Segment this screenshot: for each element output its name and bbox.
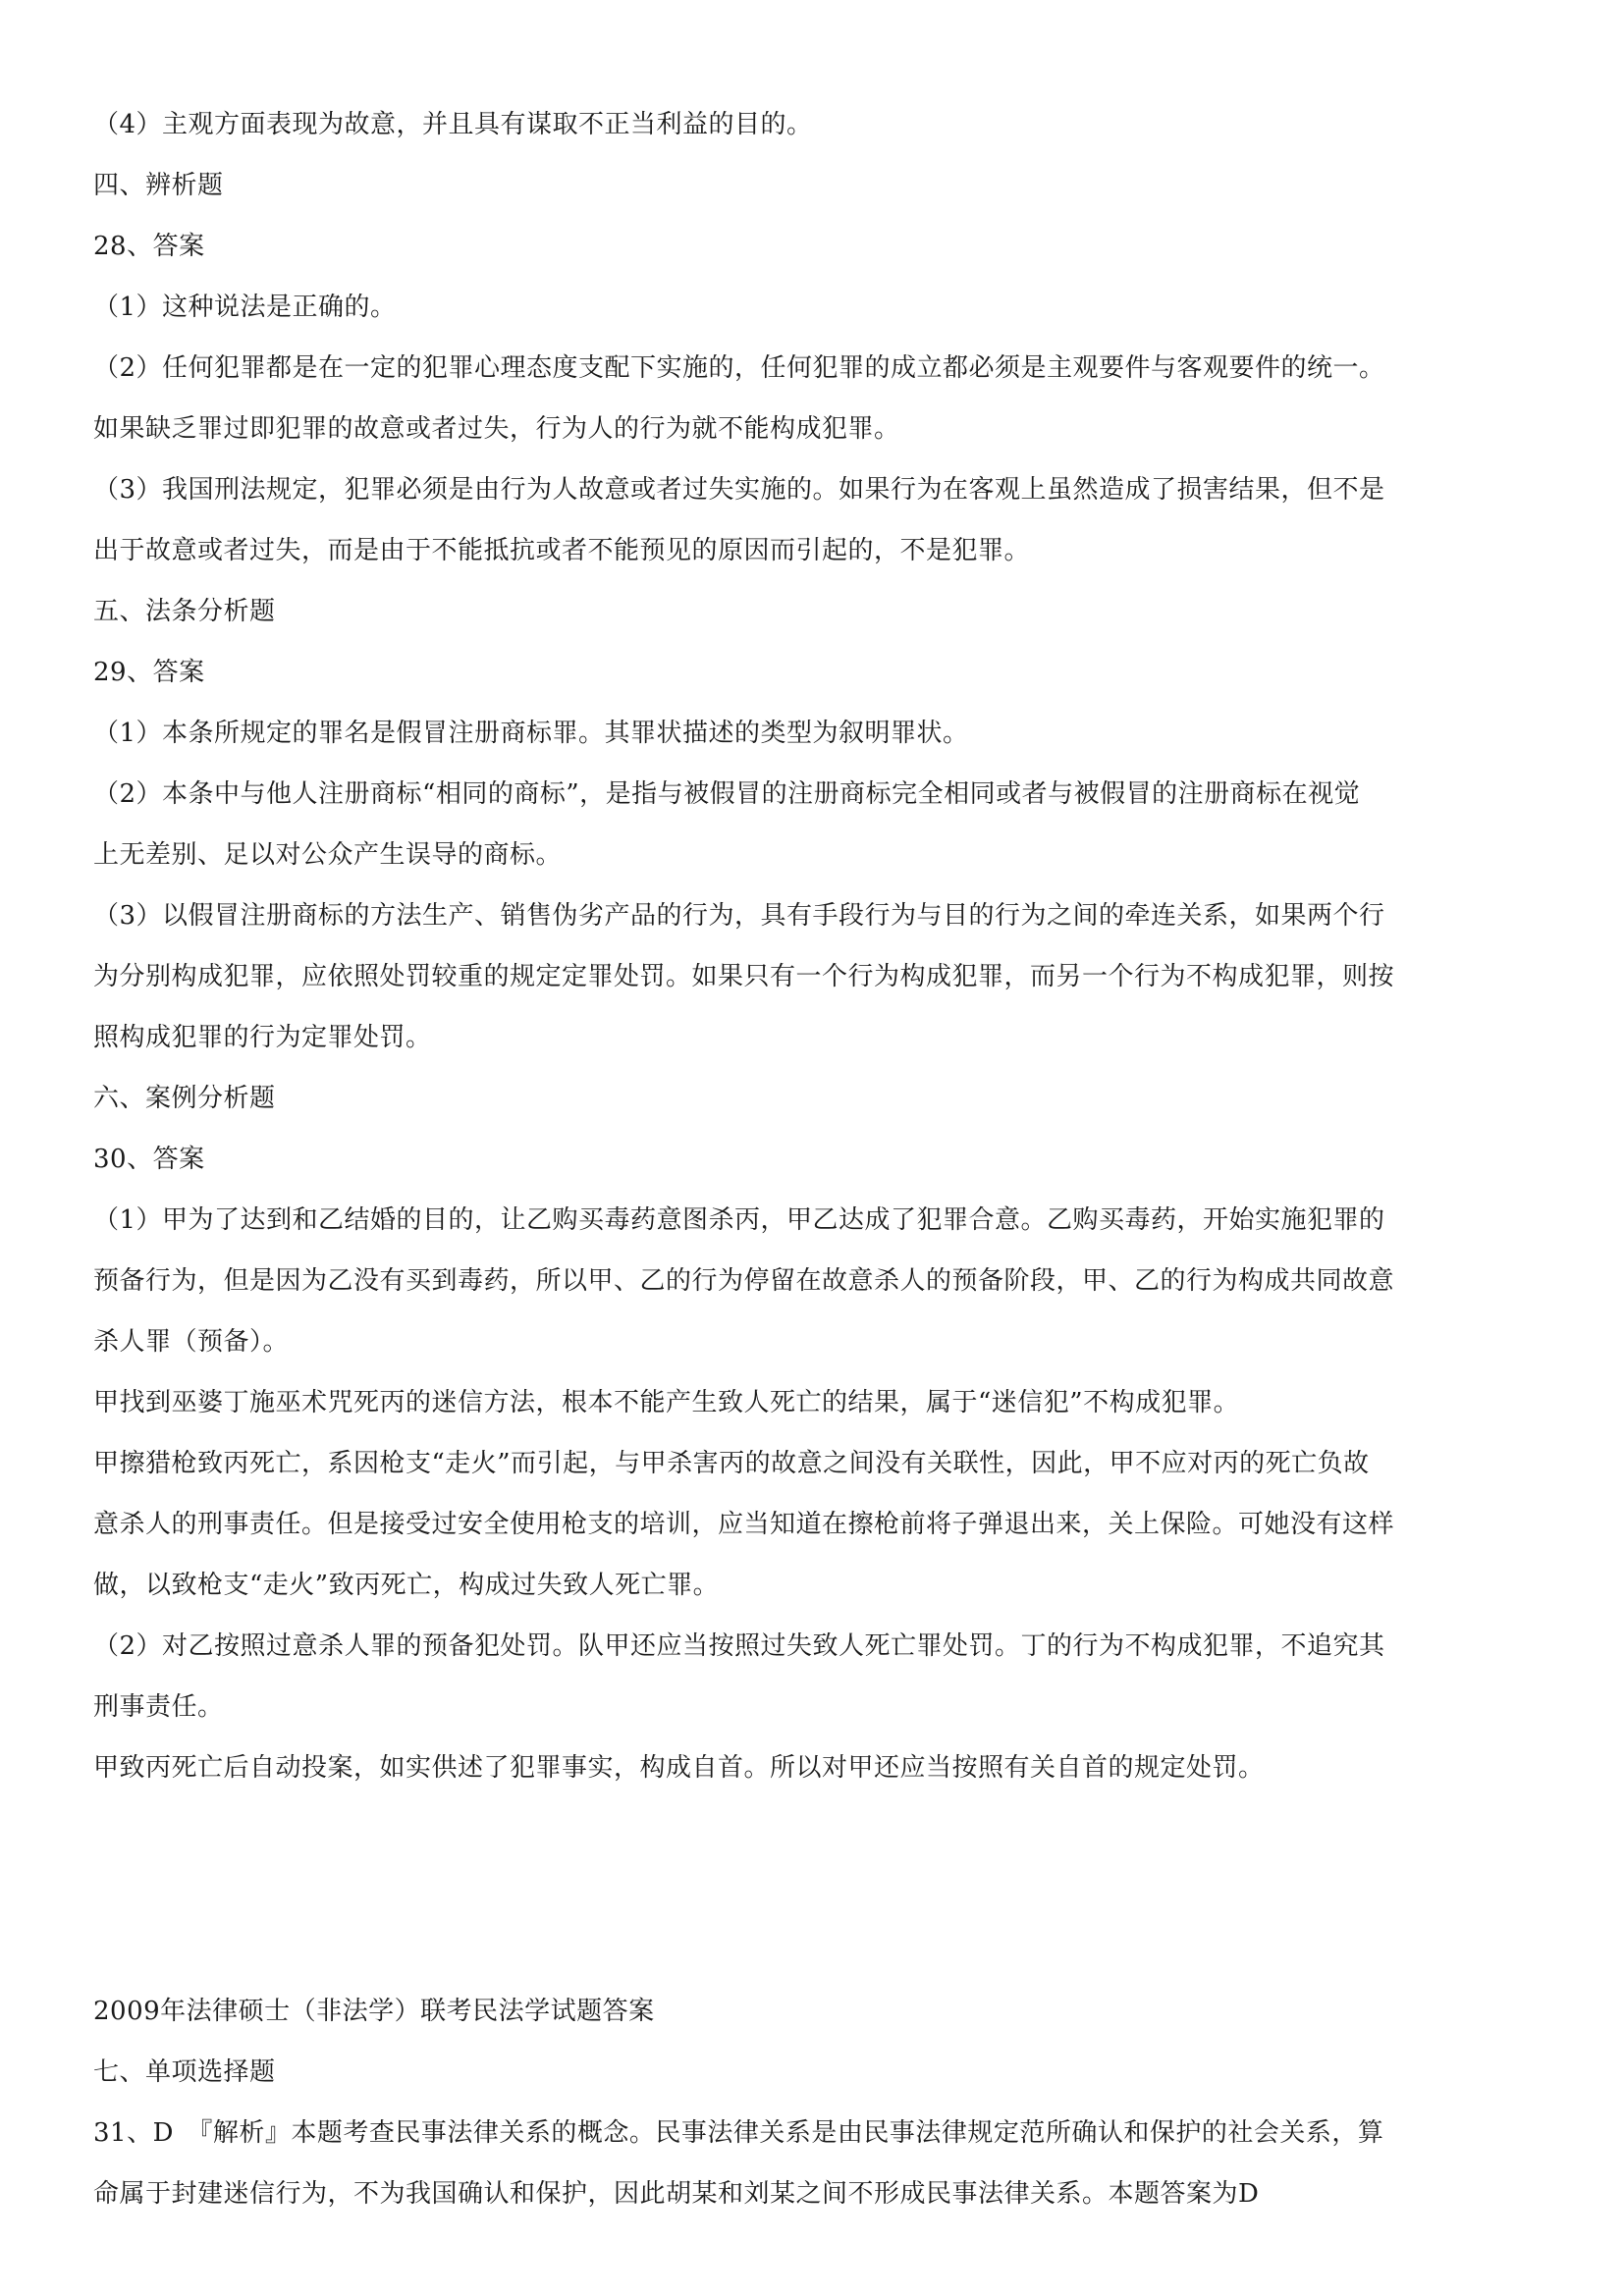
- text-line: （3）我国刑法规定，犯罪必须是由行为人故意或者过失实施的。如果行为在客观上虽然造成了损害结果，但不是: [93, 475, 1385, 505]
- text-line: 刑事责任。: [93, 1692, 224, 1722]
- text-line: 命属于封建迷信行为，不为我国确认和保护，因此胡某和刘某之间不形成民事法律关系。本题答案为D: [93, 2179, 1260, 2209]
- document-body: [93, 94, 1537, 2224]
- text-line: （2）任何犯罪都是在一定的犯罪心理态度支配下实施的，任何犯罪的成立都必须是主观要件与客观要件的统一。: [93, 353, 1385, 383]
- section-heading: 六、案例分析题: [93, 1084, 276, 1113]
- text-line: 如果缺乏罪过即犯罪的故意或者过失，行为人的行为就不能构成犯罪。: [93, 414, 900, 444]
- document-subtitle: 2009年法律硕士（非法学）联考民法学试题答案: [93, 1997, 655, 2026]
- text-line: （2）对乙按照过意杀人罪的预备犯处罚。队甲还应当按照过失致人死亡罪处罚。丁的行为不构成犯罪，不追究其: [93, 1631, 1385, 1661]
- text-line: 甲擦猎枪致丙死亡，系因枪支“走火”而引起，与甲杀害丙的故意之间没有关联性，因此，甲不应对丙的死亡负故: [93, 1449, 1370, 1478]
- text-line: （1）这种说法是正确的。: [93, 293, 397, 322]
- section-heading: 四、辨析题: [93, 171, 224, 200]
- text-line: 意杀人的刑事责任。但是接受过安全使用枪支的培训，应当知道在擦枪前将子弹退出来，关上保险。可她没有这样: [93, 1510, 1395, 1539]
- blank-space: [93, 1798, 1537, 1981]
- answer-heading: 30、答案: [93, 1145, 205, 1174]
- text-line: 预备行为，但是因为乙没有买到毒药，所以甲、乙的行为停留在故意杀人的预备阶段，甲、乙的行为构成共同故意: [93, 1266, 1395, 1296]
- section-heading: 五、法条分析题: [93, 597, 276, 626]
- text-line: 31、D 『解析』本题考查民事法律关系的概念。民事法律关系是由民事法律规定范所确认和保护的社会关系，算: [93, 2118, 1384, 2148]
- text-line: （2）本条中与他人注册商标“相同的商标”，是指与被假冒的注册商标完全相同或者与被假冒的注册商标在视觉: [93, 779, 1361, 809]
- answer-heading: 29、答案: [93, 658, 205, 687]
- text-line: （1）甲为了达到和乙结婚的目的，让乙购买毒药意图杀丙，甲乙达成了犯罪合意。乙购买毒药，开始实施犯罪的: [93, 1205, 1385, 1235]
- text-line: （3）以假冒注册商标的方法生产、销售伪劣产品的行为，具有手段行为与目的行为之间的牵连关系，如果两个行: [93, 901, 1385, 931]
- text-line: 为分别构成犯罪，应依照处罚较重的规定定罪处罚。如果只有一个行为构成犯罪，而另一个行为不构成犯罪，则按: [93, 962, 1395, 991]
- text-line: （1）本条所规定的罪名是假冒注册商标罪。其罪状描述的类型为叙明罪状。: [93, 719, 969, 748]
- text-line: 做，以致枪支“走火”致丙死亡，构成过失致人死亡罪。: [93, 1571, 720, 1600]
- text-line: （4）主观方面表现为故意，并且具有谋取不正当利益的目的。: [93, 110, 813, 139]
- text-line: 甲致丙死亡后自动投案，如实供述了犯罪事实，构成自首。所以对甲还应当按照有关自首的规定处罚。: [93, 1753, 1265, 1783]
- text-line: 甲找到巫婆丁施巫术咒死丙的迷信方法，根本不能产生致人死亡的结果，属于“迷信犯”不构成犯罪。: [93, 1388, 1240, 1417]
- text-line: 杀人罪（预备）。: [93, 1327, 290, 1357]
- text-line: 上无差别、足以对公众产生误导的商标。: [93, 840, 563, 870]
- text-line: 照构成犯罪的行为定罪处罚。: [93, 1023, 432, 1052]
- answer-heading: 28、答案: [93, 232, 205, 261]
- section-heading: 七、单项选择题: [93, 2057, 276, 2087]
- text-line: 出于故意或者过失，而是由于不能抵抗或者不能预见的原因而引起的，不是犯罪。: [93, 536, 1031, 565]
